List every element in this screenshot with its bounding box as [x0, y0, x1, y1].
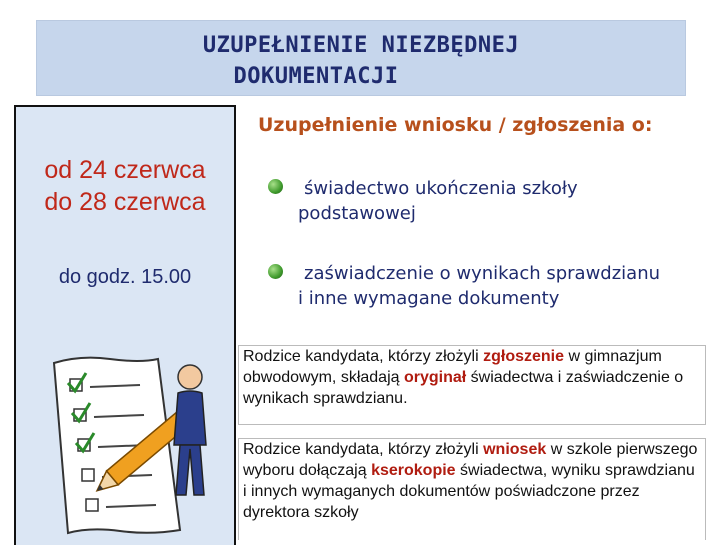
note-text: świadectwa i zaświadczenie o wynikach sprawdzianu.: [243, 369, 684, 407]
note-text: świadectwa, wyniku sprawdzianu i innych wymaganych dokumentów poświadczone przez dyrektora szkoły: [243, 462, 695, 521]
checklist-pencil-illustration: [40, 345, 210, 540]
note-highlight: kserokopie: [371, 462, 456, 479]
title-line-1: UZUPEŁNIENIE NIEZBĘDNEJ: [202, 33, 520, 58]
green-sphere-bullet-icon: [268, 264, 283, 279]
deadline-time: do godz. 15.00: [58, 266, 192, 288]
green-sphere-bullet-icon: [268, 179, 283, 194]
subtitle: Uzupełnienie wniosku / zgłoszenia o:: [258, 114, 653, 136]
date-start: od 24 czerwca: [44, 156, 206, 184]
bullet-line-1: świadectwo ukończenia szkoły: [304, 178, 578, 199]
title-line-2: DOKUMENTACJI: [233, 64, 399, 89]
note-certified-copies: [238, 438, 706, 540]
note-text: Rodzice kandydata, którzy złożyli: [243, 441, 484, 458]
bullet-item: [268, 176, 710, 226]
note-text: w szkole pierwszego wyboru dołączają: [243, 441, 698, 479]
bullet-line-1: zaświadczenie o wynikach sprawdzianu: [304, 263, 661, 284]
bullet-line-2: podstawowej: [298, 203, 416, 224]
bullet-item: [268, 261, 710, 311]
date-end: do 28 czerwca: [44, 188, 206, 216]
date-range: [14, 154, 236, 218]
note-highlight: wniosek: [483, 441, 547, 458]
note-text: w gimnazjum obwodowym, składają: [243, 348, 662, 386]
note-highlight: oryginał: [403, 369, 467, 386]
note-highlight: zgłoszenie: [483, 348, 565, 365]
title-banner: [36, 20, 686, 96]
bullet-line-2: i inne wymagane dokumenty: [298, 288, 560, 309]
note-text: Rodzice kandydata, którzy złożyli: [243, 348, 484, 365]
note-original-documents: [238, 345, 706, 425]
